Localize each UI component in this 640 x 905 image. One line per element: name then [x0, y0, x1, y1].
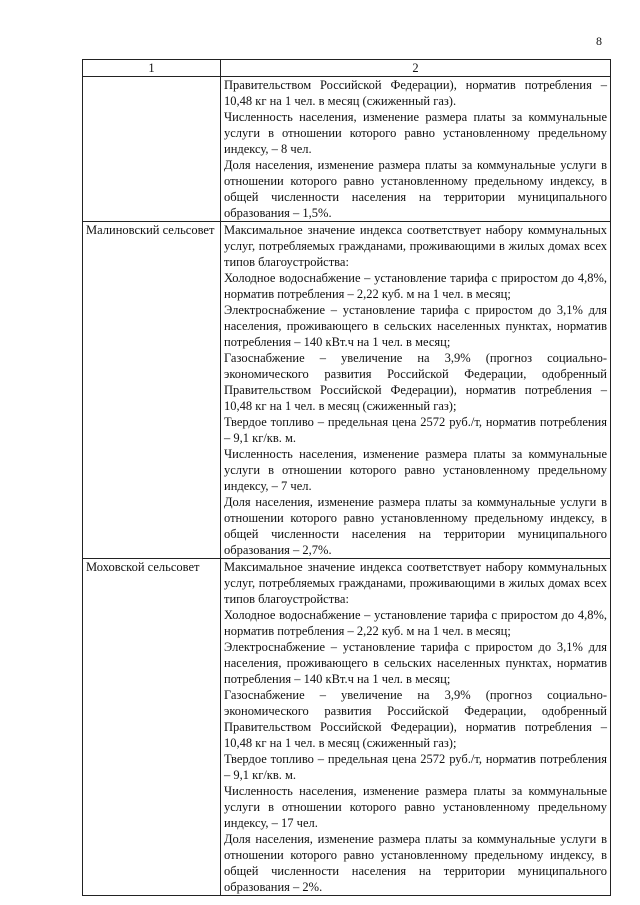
municipality-name: Малиновский сельсовет	[83, 222, 221, 559]
paragraph: Правительством Российской Федерации), норматив потребления – 10,48 кг на 1 чел. в месяц (сжиженный газ).	[224, 78, 607, 108]
paragraph: Доля населения, изменение размера платы за коммунальные услуги в отношении которого равно установленному предельному индексу, в общей численности населения на территории муниципального образования – 1,5%.	[224, 158, 607, 220]
paragraph: Численность населения, изменение размера платы за коммунальные услуги в отношении которого равно установленному предельному индексу, – 17 чел.	[224, 784, 607, 830]
description-cell	[221, 559, 611, 896]
paragraph: Твердое топливо – предельная цена 2572 руб./т, норматив потребления – 9,1 кг/кв. м.	[224, 415, 607, 445]
paragraph: Электроснабжение – установление тарифа с приростом до 3,1% для населения, проживающего в сельских населенных пунктах, норматив потребления – 140 кВт.ч на 1 чел. в месяц;	[224, 303, 607, 349]
page-number: 8	[596, 34, 602, 48]
description-cell	[221, 222, 611, 559]
table-header-row	[83, 60, 611, 77]
paragraph: Твердое топливо – предельная цена 2572 руб./т, норматив потребления – 9,1 кг/кв. м.	[224, 752, 607, 782]
paragraph: Численность населения, изменение размера платы за коммунальные услуги в отношении которого равно установленному предельному индексу, – 8 чел.	[224, 110, 607, 156]
paragraph: Численность населения, изменение размера платы за коммунальные услуги в отношении которого равно установленному предельному индексу, – 7 чел.	[224, 447, 607, 493]
table-row	[83, 559, 611, 896]
paragraph: Холодное водоснабжение – установление тарифа с приростом до 4,8%, норматив потребления – 2,22 куб. м на 1 чел. в месяц;	[224, 608, 607, 638]
paragraph: Максимальное значение индекса соответствует набору коммунальных услуг, потребляемых гражданами, проживающими в жилых домах всех типов благоустройства:	[224, 223, 607, 269]
paragraph: Холодное водоснабжение – установление тарифа с приростом до 4,8%, норматив потребления – 2,22 куб. м на 1 чел. в месяц;	[224, 271, 607, 301]
municipality-name	[83, 77, 221, 222]
paragraph: Электроснабжение – установление тарифа с приростом до 3,1% для населения, проживающего в сельских населенных пунктах, норматив потребления – 140 кВт.ч на 1 чел. в месяц;	[224, 640, 607, 686]
description-cell	[221, 77, 611, 222]
paragraph: Доля населения, изменение размера платы за коммунальные услуги в отношении которого равно установленному предельному индексу, в общей численности населения на территории муниципального образования – 2,7%.	[224, 495, 607, 557]
column-header-1: 1	[83, 60, 221, 77]
table-row	[83, 222, 611, 559]
column-header-2: 2	[221, 60, 611, 77]
data-table	[82, 59, 611, 896]
paragraph: Максимальное значение индекса соответствует набору коммунальных услуг, потребляемых гражданами, проживающими в жилых домах всех типов благоустройства:	[224, 560, 607, 606]
table-row	[83, 77, 611, 222]
paragraph: Доля населения, изменение размера платы за коммунальные услуги в отношении которого равно установленному предельному индексу, в общей численности населения на территории муниципального образования – 2%.	[224, 832, 607, 894]
paragraph: Газоснабжение – увеличение на 3,9% (прогноз социально-экономического развития Российской Федерации, одобренный Правительством Российской Федерации), норматив потребления – 10,48 кг на 1 чел. в месяц (сжиженный газ);	[224, 688, 607, 750]
municipality-name: Моховской сельсовет	[83, 559, 221, 896]
paragraph: Газоснабжение – увеличение на 3,9% (прогноз социально-экономического развития Российской Федерации, одобренный Правительством Российской Федерации), норматив потребления – 10,48 кг на 1 чел. в месяц (сжиженный газ);	[224, 351, 607, 413]
